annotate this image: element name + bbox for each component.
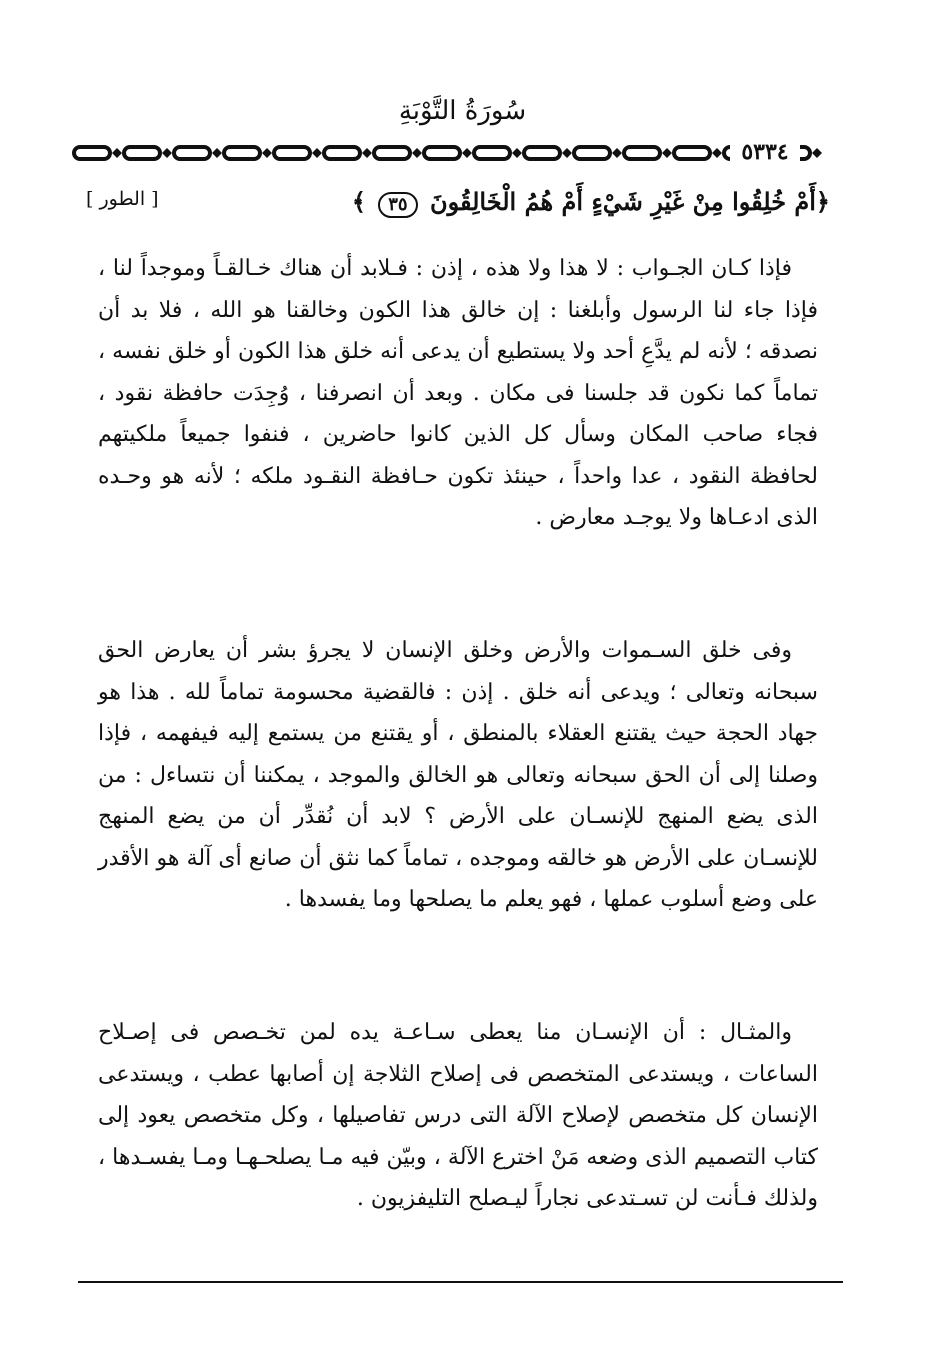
chain-link <box>74 147 110 159</box>
paragraph: والمثـال : أن الإنسـان منا يعطى سـاعـة يده لمن تخـصص فى إصـلاح الساعات ، ويستدعى المتخصص فى إصلاح الثلاجة إن أصابها عطب ، ويستدعى الإنسان كل متخصص لإصلاح الآلة التى درس تفاصيلها ، وكل متخصص يعود إلى كتاب التصميم الذى وضعه مَنْ اخترع الآلة ، وبيّن فيه مـا يصلحـهـا ومـا يفسـدها ، ولذلك فـأنت لن تسـتدعى نجاراً ليـصلح التليفزيون . <box>98 1020 818 1211</box>
chain-link <box>324 147 360 159</box>
chain-link <box>124 147 160 159</box>
chain-diamond <box>112 148 122 158</box>
quran-verse <box>352 184 830 220</box>
verse-number: ٣٥ <box>378 192 417 218</box>
chain-diamond <box>162 148 172 158</box>
chain-link <box>474 147 510 159</box>
verse-heading <box>86 184 830 224</box>
chain-diamond <box>362 148 372 158</box>
chain-link <box>224 147 260 159</box>
chain-link <box>424 147 460 159</box>
verse-close-bracket: ﴾ <box>351 187 366 216</box>
chain-diamond <box>512 148 522 158</box>
surah-title: سُورَةُ التَّوْبَةِ <box>398 96 527 126</box>
chain-diamond <box>612 148 622 158</box>
chain-link <box>274 147 310 159</box>
page-number: ٥٣٣٤ <box>730 140 800 164</box>
footer-divider <box>78 1281 843 1283</box>
surah-reference: [ الطور ] <box>86 188 159 210</box>
chain-link <box>574 147 610 159</box>
chain-diamond <box>812 148 822 158</box>
paragraph: وفى خلق السـموات والأرض وخلق الإنسان لا يجرؤ بشر أن يعارض الحق سبحانه وتعالى ؛ ويدعى أنه خلق . إذن : فالقضية محسومة تماماً لله . هذا هو جهاد الحجة حيث يقتنع العقلاء بالمنطق ، أو يقتنع من يستمع إليه فيفهمه ، فإذا وصلنا إلى أن الحق سبحانه وتعالى هو الخالق والموجد ، يمكننا أن نتساءل : من الذى يضع المنهج للإنسـان على الأرض ؟ لابد أن نُقدِّر أن من يضع المنهج للإنسـان على الأرض هو خالقه وموجده ، تماماً كما نثق أن صانع أى آلة هو الأقدر على وضع أسلوب عملها ، فهو يعلم ما يصلحها وما يفسدها . <box>98 638 818 912</box>
chain-link <box>624 147 660 159</box>
chain-link <box>674 147 710 159</box>
chain-diamond <box>412 148 422 158</box>
chain-diamond <box>212 148 222 158</box>
chain-ornament-icon <box>70 138 840 168</box>
chain-link <box>374 147 410 159</box>
chain-diamond <box>562 148 572 158</box>
chain-link <box>174 147 210 159</box>
ornamental-border <box>70 138 840 168</box>
chain-diamond <box>262 148 272 158</box>
chain-link <box>524 147 560 159</box>
paragraph: فإذا كـان الجـواب : لا هذا ولا هذه ، إذن : فـلابد أن هناك خـالقـاً وموجداً لنا ، فإذا جاء لنا الرسول وأبلغنا : إن خالق هذا الكون وخالقنا هو الله ، فلا بد أن نصدقه ؛ لأنه لم يدَّعِ أحد ولا يستطيع أن يدعى أنه خلق هذا الكون أو خلق نفسه ، تماماً كما نكون قد جلسنا فى مكان . وبعد أن انصرفنا ، وُجِدَت حافظة نقود ، فجاء صاحب المكان وسأل كل الذين كانوا حاضرين ، فنفوا جميعاً ملكيتهم لحافظة النقود ، عدا واحداً ، حينئذ تكون حـافظة النقـود ملكه ؛ لأنه هو وحـده الذى ادعـاها ولا يوجـد معارض . <box>98 256 818 530</box>
chain-diamond <box>662 148 672 158</box>
chain-diamond <box>712 148 722 158</box>
verse-text: ﴿أَمْ خُلِقُوا مِنْ غَيْرِ شَيْءٍ أَمْ هُمُ الْخَالِقُونَ <box>429 187 830 216</box>
chain-diamond <box>312 148 322 158</box>
chain-diamond <box>462 148 472 158</box>
